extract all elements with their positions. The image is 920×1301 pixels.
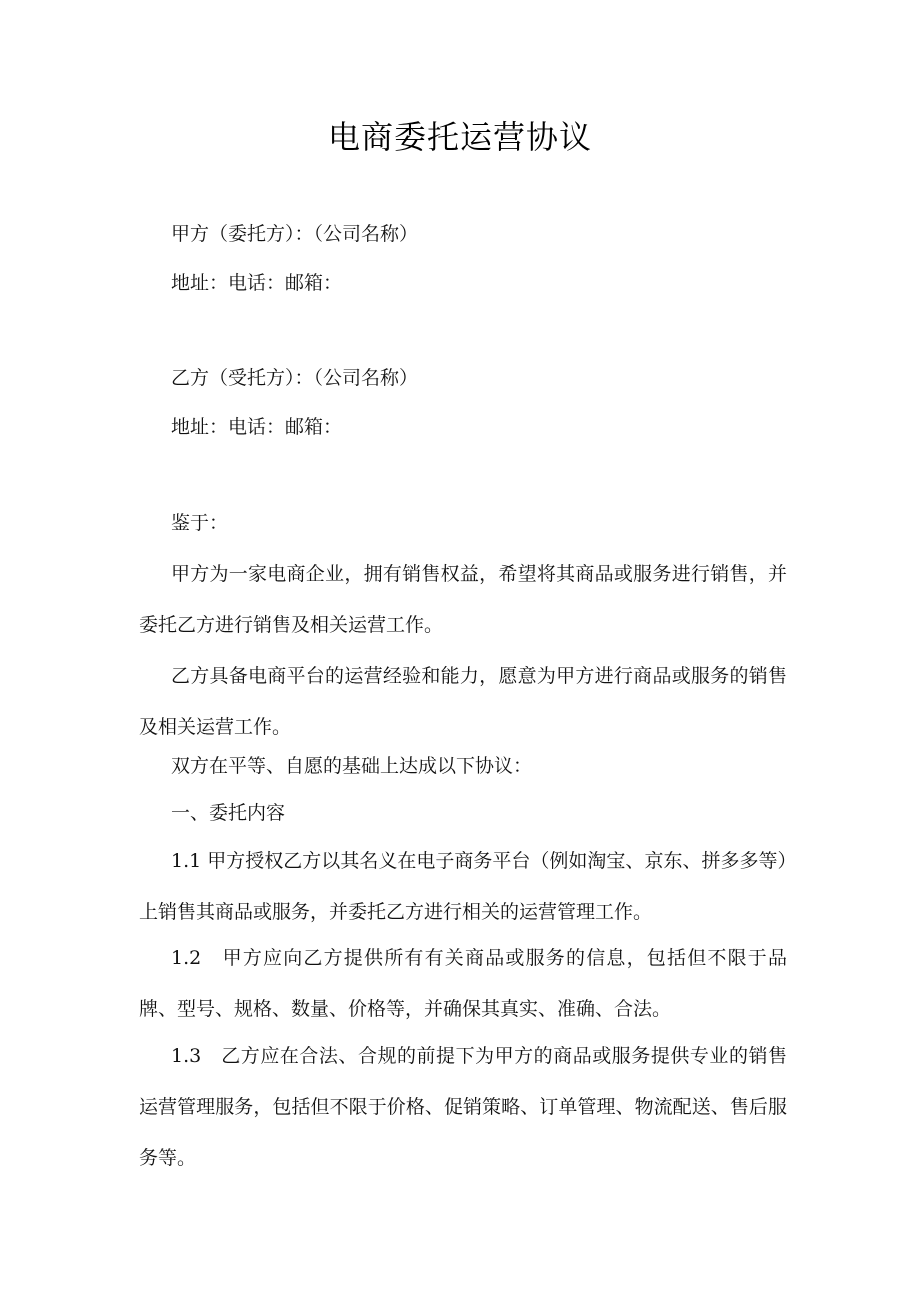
recital-party-a: 甲方为一家电商企业，拥有销售权益，希望将其商品或服务进行销售，并委托乙方进行销售及相关运营工作。 — [139, 563, 787, 636]
clause-1-1: 1.1 甲方授权乙方以其名义在电子商务平台（例如淘宝、京东、拼多多等）上销售其商品或服务，并委托乙方进行相关的运营管理工作。 — [139, 850, 787, 923]
recital-party-b: 乙方具备电商平台的运营经验和能力，愿意为甲方进行商品或服务的销售及相关运营工作。 — [139, 665, 787, 738]
document-title: 电商委托运营协议 — [327, 118, 592, 156]
clause-1-3: 1.3 乙方应在合法、合规的前提下为甲方的商品或服务提供专业的销售运营管理服务，包括但不限于价格、促销策略、订单管理、物流配送、售后服务等。 — [139, 1045, 787, 1169]
clause-1-2: 1.2 甲方应向乙方提供所有有关商品或服务的信息，包括但不限于品牌、型号、规格、数量、价格等，并确保其真实、准确、合法。 — [139, 947, 787, 1020]
party-a-contact: 地址：电话：邮箱： — [171, 272, 343, 294]
section-1-heading: 一、委托内容 — [171, 802, 286, 824]
party-b-label: 乙方（受托方）：（公司名称） — [171, 367, 419, 389]
whereas-heading: 鉴于： — [171, 512, 229, 534]
party-a-label: 甲方（委托方）：（公司名称） — [171, 223, 419, 245]
party-b-contact: 地址：电话：邮箱： — [171, 416, 343, 438]
agreement-statement: 双方在平等、自愿的基础上达成以下协议： — [171, 755, 533, 777]
